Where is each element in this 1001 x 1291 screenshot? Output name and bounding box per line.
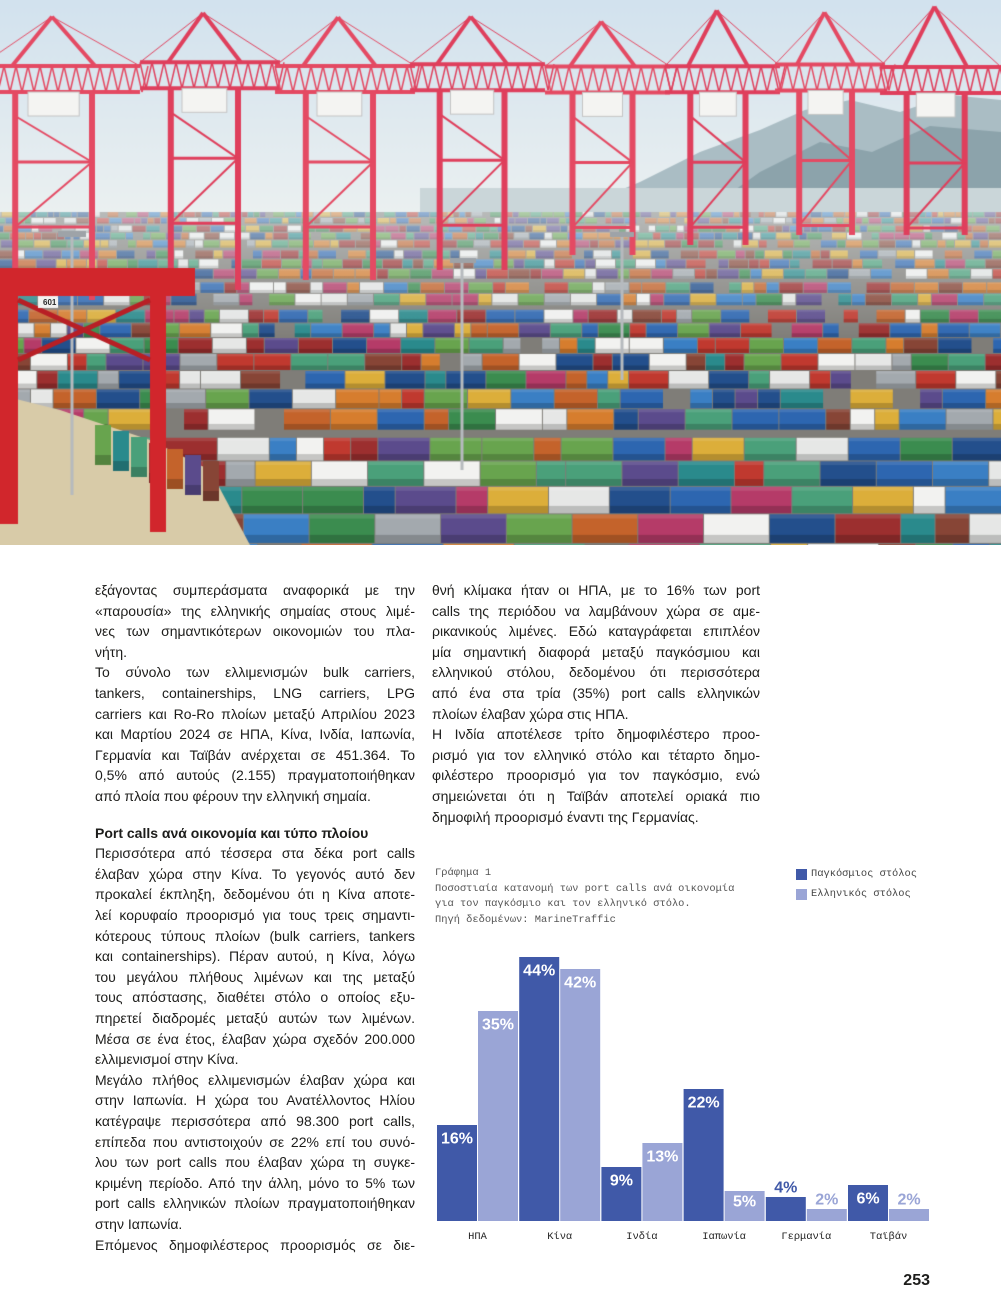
category-label: Κίνα bbox=[547, 1231, 573, 1243]
bar-greek-fleet-6 bbox=[889, 1209, 929, 1221]
legend-item-global-fleet bbox=[796, 864, 917, 884]
text-line: φιλέστερο προορισμό για τον παγκόσμιο, ενώ bbox=[432, 767, 760, 784]
chart-title-line: Ποσοστιαία κατανομή των port calls ανά οικονομία bbox=[435, 882, 735, 895]
bar-greek-fleet-1 bbox=[478, 1011, 518, 1221]
text-line: στην Ιαπωνία. bbox=[95, 1215, 183, 1232]
page-number: 253 bbox=[903, 1272, 930, 1289]
text-line: Γερμανία και Ταϊβάν ανέρχεται σε 451.364. Το bbox=[95, 746, 415, 763]
text-line: και Μαρτίου 2024 σε ΗΠΑ, Κίνα, Ινδία, Ιαπωνία, bbox=[95, 726, 415, 743]
legend-swatch-global-fleet bbox=[796, 869, 807, 880]
text-line: ελλιμενισμοί στην Κίνα. bbox=[95, 1051, 239, 1068]
article-left-column bbox=[95, 580, 415, 1255]
text-line: νήτη. bbox=[95, 643, 127, 660]
section-text bbox=[95, 843, 415, 1255]
data-label: 6% bbox=[856, 1190, 880, 1208]
data-label: 5% bbox=[733, 1193, 757, 1211]
text-line: προκαλεί έκπληξη, δεδομένου ότι η Κίνα αποτε- bbox=[95, 886, 415, 903]
data-label: 4% bbox=[774, 1179, 798, 1197]
paragraph bbox=[95, 843, 415, 1070]
container-port-photo bbox=[0, 0, 1001, 545]
data-label: 9% bbox=[609, 1172, 633, 1190]
text-line: κατέγραψε περισσότερα από 98.300 port calls, bbox=[95, 1112, 415, 1129]
intro-text bbox=[95, 580, 415, 807]
text-line: Περισσότερα από τέσσερα στα δέκα port calls bbox=[95, 845, 415, 862]
text-line: port calls ελληνικών πλοίων πραγματοποιήθηκαν bbox=[95, 1195, 415, 1212]
text-line: από ένα στα τρία (35%) port calls ελληνικών bbox=[432, 684, 760, 701]
text-line: δημοφιλή προορισμό έναντι της Γερμανίας. bbox=[432, 808, 699, 825]
text-line: του μεγάλου πλήθους λιμένων και της μεταξύ bbox=[95, 968, 415, 985]
text-line: 0,5% από αυτούς (2.155) πραγματοποιήθηκαν bbox=[95, 767, 415, 784]
data-label: 16% bbox=[440, 1130, 474, 1148]
text-line: πηρετεί διαδρομές μεταξύ αυτών των λιμένων. bbox=[95, 1009, 415, 1026]
text-line: λου των port calls που έλαβαν χώρα τη συγκε- bbox=[95, 1154, 415, 1171]
text-line: εξάγοντας συμπεράσματα αναφορικά με την bbox=[95, 582, 415, 598]
text-line: Το σύνολο των ελλιμενισμών bulk carriers, bbox=[95, 664, 415, 681]
bar-chart bbox=[430, 940, 935, 1250]
bar-greek-fleet-2 bbox=[560, 969, 600, 1221]
text-line: ρικανικούς λιμένες. Εδώ καταγράφεται επιπλέον bbox=[432, 623, 760, 640]
category-label: ΗΠΑ bbox=[468, 1231, 487, 1243]
paragraph bbox=[432, 580, 760, 724]
text-line: από πλοία που φέρουν την ελληνική σημαία. bbox=[95, 787, 371, 804]
data-label: 13% bbox=[646, 1148, 679, 1166]
data-label: 35% bbox=[481, 1016, 515, 1034]
chart-source: Πηγή δεδομένων: MarineTraffic bbox=[435, 913, 616, 926]
text-line: «παρουσία» της ελληνικής σημαίας στους λιμέ- bbox=[95, 602, 415, 619]
text-line: carriers και Ro-Ro πλοίων μεταξύ Απριλίου 2023 bbox=[95, 705, 415, 722]
text-line: θνή κλίμακα ήταν οι ΗΠΑ, με το 16% των port bbox=[432, 582, 760, 598]
text-line: και containerships). Πέραν αυτού, η Κίνα, λόγω bbox=[95, 948, 415, 965]
text-line: tankers, containerships, LNG carriers, LPG bbox=[95, 684, 415, 701]
text-line: σημειώνεται ότι η Ταϊβάν αποτελεί οριακά πιο bbox=[432, 787, 760, 804]
section-heading: Port calls ανά οικονομία και τύπο πλοίου bbox=[95, 824, 369, 841]
text-line: κότερους τύπους πλοίων (bulk carriers, tankers bbox=[95, 927, 415, 944]
section-spacer bbox=[95, 807, 415, 823]
legend-label: Παγκόσμιος στόλος bbox=[811, 868, 918, 880]
text-line: ελληνικού στόλου, δεδομένου ότι περισσότερα bbox=[432, 664, 760, 681]
article-right-column bbox=[432, 580, 760, 827]
chart-legend bbox=[796, 864, 917, 904]
bar-global-fleet-2 bbox=[519, 957, 559, 1221]
bar-global-fleet-5 bbox=[766, 1197, 806, 1221]
text-line: έλαβαν χώρα στην Κίνα. Το γεγονός αυτό δεν bbox=[95, 865, 415, 882]
chart-number: Γράφημα 1 bbox=[435, 867, 492, 879]
paragraph bbox=[95, 1070, 415, 1235]
chart-title-line: για τον παγκόσμιο και τον ελληνικό στόλο. bbox=[435, 898, 691, 911]
legend-swatch-greek-fleet bbox=[796, 889, 807, 900]
category-label: Ταϊβάν bbox=[869, 1231, 908, 1243]
data-label: 2% bbox=[897, 1191, 921, 1209]
text-line: μία σημαντική διαφορά μεταξύ παγκόσμιου και bbox=[432, 643, 760, 660]
bar-greek-fleet-5 bbox=[807, 1209, 847, 1221]
category-label: Ιαπωνία bbox=[702, 1231, 746, 1243]
text-line: Η Ινδία αποτέλεσε τρίτο δημοφιλέστερο προο- bbox=[432, 726, 760, 743]
text-line: Μέσα σε ένα έτος, έλαβαν χώρα σχεδόν 200.000 bbox=[95, 1030, 415, 1047]
paragraph bbox=[95, 580, 415, 662]
text-line: Μεγάλο πλήθος ελλιμενισμών έλαβαν χώρα και bbox=[95, 1071, 415, 1088]
text-line: πλοίων έλαβαν χώρα στις ΗΠΑ. bbox=[432, 705, 629, 722]
text-line: επίπεδα που αντιστοιχούν σε 22% επί του συνό- bbox=[95, 1133, 415, 1150]
data-label: 22% bbox=[687, 1094, 720, 1112]
legend-item-greek-fleet bbox=[796, 884, 917, 904]
data-label: 44% bbox=[523, 962, 556, 980]
data-label: 42% bbox=[564, 974, 597, 992]
chart-caption bbox=[435, 866, 734, 928]
text-line: ρισμό για τον ελληνικό στόλο και τέταρτο δημο- bbox=[432, 746, 760, 763]
text-line: calls της περιόδου να λαμβάνουν χώρα σε αμε- bbox=[432, 602, 760, 619]
category-label: Ινδία bbox=[626, 1231, 658, 1243]
text-line: τους απόστασης, διαθέτει στόλο ο οποίος εξυ- bbox=[95, 989, 415, 1006]
text-line: νες των σημαντικότερων οικονομιών του πλα- bbox=[95, 623, 415, 640]
data-label: 2% bbox=[815, 1191, 839, 1209]
text-line: στην Ιαπωνία. Η χώρα του Ανατέλλοντος Ηλίου bbox=[95, 1092, 415, 1109]
text-line: λεί κορυφαίο προορισμό για τους τρεις σημαντι- bbox=[95, 907, 415, 923]
text-line: κριμένη περίοδο. Από την άλλη, μόνο το 5% των bbox=[95, 1174, 415, 1191]
legend-label: Ελληνικός στόλος bbox=[811, 888, 911, 900]
paragraph bbox=[95, 1235, 415, 1256]
category-label: Γερμανία bbox=[781, 1231, 832, 1243]
paragraph bbox=[95, 662, 415, 806]
paragraph bbox=[432, 724, 760, 827]
text-line: Επόμενος δημοφιλέστερος προορισμός σε διε- bbox=[95, 1236, 415, 1253]
crane-number-sign: 601 bbox=[43, 298, 57, 307]
